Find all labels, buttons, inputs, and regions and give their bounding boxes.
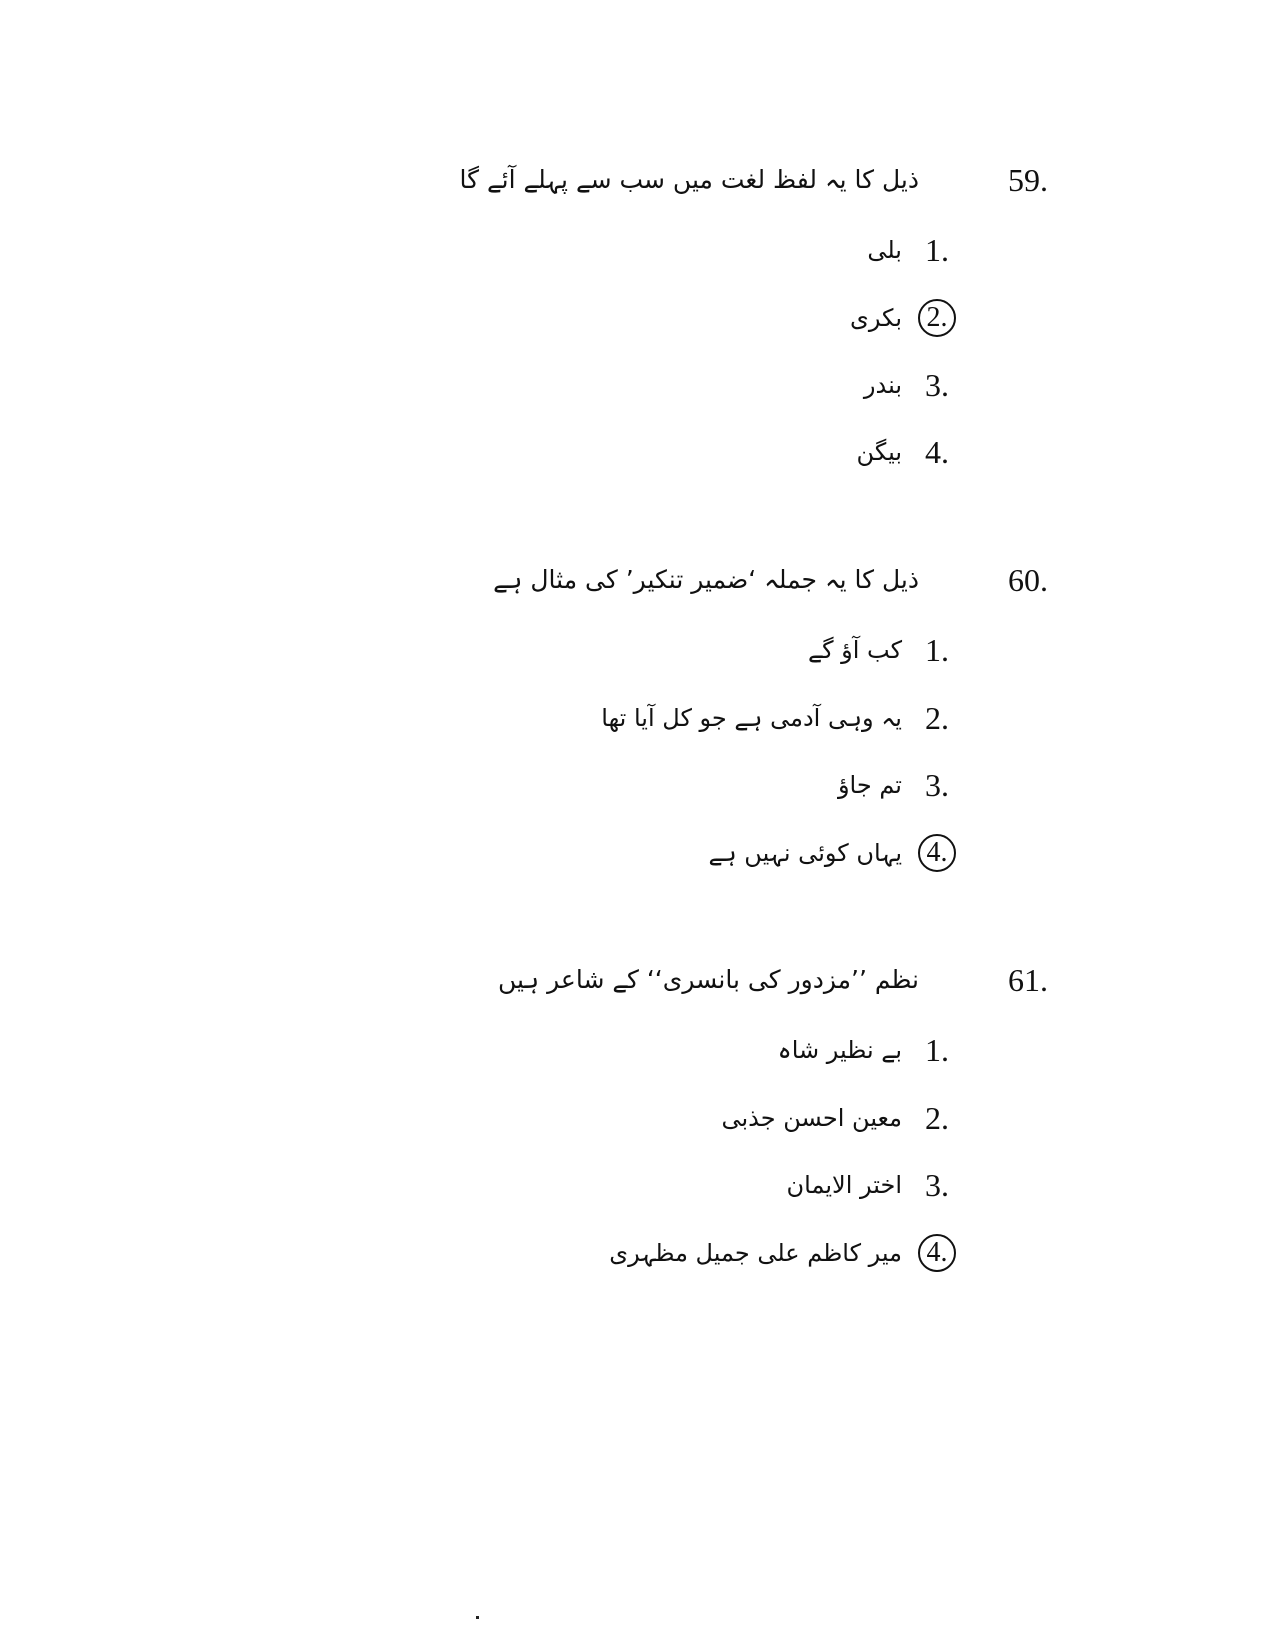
option-number: 2. — [925, 700, 949, 736]
page-footer-dot — [476, 1616, 479, 1619]
option-60-2[interactable] — [0, 696, 1275, 740]
option-61-3[interactable] — [0, 1163, 1275, 1207]
option-59-3[interactable] — [0, 363, 1275, 407]
option-61-1[interactable] — [0, 1028, 1275, 1072]
option-60-3[interactable] — [0, 763, 1275, 807]
option-number: 4. — [925, 434, 949, 470]
option-number: 3. — [925, 767, 949, 803]
option-text: یہاں کوئی نہیں ہے — [708, 839, 902, 867]
option-text: اختر الایمان — [786, 1171, 902, 1199]
question-number: 60. — [1008, 562, 1048, 598]
selected-answer-circle: 2. — [918, 299, 956, 337]
option-number: 1. — [925, 632, 949, 668]
option-59-4[interactable] — [0, 430, 1275, 474]
option-61-4[interactable] — [0, 1231, 1275, 1275]
option-59-2[interactable] — [0, 296, 1275, 340]
option-number: 1. — [925, 232, 949, 268]
option-text: بلی — [867, 236, 902, 264]
question-number: 59. — [1008, 162, 1048, 198]
option-text: بیگن — [856, 438, 902, 466]
option-text: کب آؤ گے — [808, 636, 902, 664]
selected-answer-circle: 4. — [918, 834, 956, 872]
question-text: ذیل کا یہ جملہ ‘ضمیر تنکیر’ کی مثال ہے — [493, 565, 919, 594]
selected-answer-circle: 4. — [918, 1234, 956, 1272]
option-text: معین احسن جذبی — [721, 1104, 902, 1132]
option-number: 1. — [925, 1032, 949, 1068]
question-number: 61. — [1008, 962, 1048, 998]
option-number: 2. — [925, 1100, 949, 1136]
question-text: نظم ’’مزدور کی بانسری‘‘ کے شاعر ہیں — [497, 965, 919, 994]
option-60-4[interactable] — [0, 831, 1275, 875]
option-text: میر کاظم علی جمیل مظہری — [609, 1239, 902, 1267]
option-61-2[interactable] — [0, 1096, 1275, 1140]
option-text: بے نظیر شاہ — [777, 1036, 902, 1064]
option-number: 3. — [925, 1167, 949, 1203]
option-59-1[interactable] — [0, 228, 1275, 272]
option-text: بندر — [863, 371, 902, 399]
option-text: تم جاؤ — [837, 771, 902, 799]
question-text: ذیل کا یہ لفظ لغت میں سب سے پہلے آئے گا — [459, 165, 919, 194]
option-text: یہ وہی آدمی ہے جو کل آیا تھا — [601, 704, 902, 732]
option-text: بکری — [850, 304, 902, 332]
option-number: 3. — [925, 367, 949, 403]
option-60-1[interactable] — [0, 628, 1275, 672]
